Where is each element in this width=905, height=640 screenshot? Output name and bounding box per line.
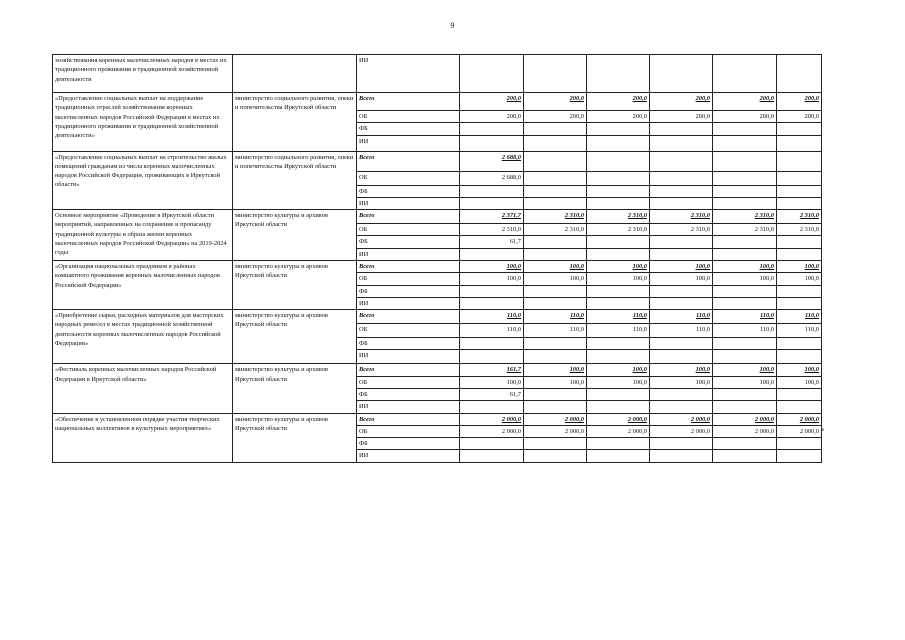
value-cell xyxy=(650,55,713,93)
value-cell xyxy=(587,248,650,260)
value-cell: 110,0 xyxy=(524,310,587,324)
value-cell xyxy=(650,285,713,297)
activity-name: Основное мероприятие «Проведение в Иркутской области мероприятий, направленных на сохранение и пропаганду традиционной культуры и образа жизни коренных малочисленных народов Российской Федерации» на 2019-2024 годы xyxy=(53,210,233,261)
value-cell: 2 310,0 xyxy=(524,224,587,236)
value-cell xyxy=(650,438,713,450)
value-cell xyxy=(524,135,587,151)
value-cell: 110,0 xyxy=(713,324,777,338)
value-cell: 100,0 xyxy=(650,376,713,388)
value-cell: 100,0 xyxy=(713,273,777,285)
value-cell xyxy=(777,388,822,400)
value-cell xyxy=(587,197,650,209)
value-cell xyxy=(650,171,713,185)
value-cell: 110,0 xyxy=(460,310,524,324)
page-number: 9 xyxy=(450,21,455,30)
value-cell: 100,0 xyxy=(524,364,587,376)
value-cell: 2 000,0 xyxy=(587,413,650,425)
activity-name: «Приобретение сырья, расходных материалов для мастерских народных ремесел в местах традиционной хозяйственной деятельности коренных малочисленных народов Российской Федерации» xyxy=(53,310,233,364)
value-cell: 2 000,0 xyxy=(460,425,524,437)
value-cell xyxy=(650,151,713,171)
source-cell: Всего xyxy=(357,93,460,111)
value-cell xyxy=(587,438,650,450)
value-cell: 100,0 xyxy=(713,364,777,376)
value-cell: 2 310,0 xyxy=(713,210,777,224)
source-cell: ОБ xyxy=(357,171,460,185)
source-cell: ФБ xyxy=(357,185,460,197)
value-cell: 200,0 xyxy=(713,111,777,123)
source-cell: Всего xyxy=(357,310,460,324)
value-cell xyxy=(777,450,822,462)
margin-mark: к xyxy=(822,428,825,433)
value-cell xyxy=(777,151,822,171)
value-cell: 200,0 xyxy=(460,111,524,123)
value-cell xyxy=(713,236,777,248)
source-cell: ИИ xyxy=(357,350,460,364)
value-cell xyxy=(587,350,650,364)
budget-table xyxy=(52,54,825,463)
value-cell: 110,0 xyxy=(777,324,822,338)
value-cell xyxy=(713,123,777,135)
value-cell: 2 310,0 xyxy=(777,210,822,224)
value-cell: 100,0 xyxy=(460,260,524,272)
table-row xyxy=(53,210,822,224)
value-cell: 2 000,0 xyxy=(650,413,713,425)
source-cell: ИИ xyxy=(357,450,460,462)
value-cell: 110,0 xyxy=(713,310,777,324)
executor-cell: министерство культуры и архивов Иркутской области xyxy=(233,364,357,413)
value-cell xyxy=(460,135,524,151)
source-cell: ФБ xyxy=(357,285,460,297)
value-cell: 110,0 xyxy=(650,310,713,324)
value-cell xyxy=(460,450,524,462)
value-cell xyxy=(713,438,777,450)
value-cell: 100,0 xyxy=(650,260,713,272)
source-cell: Всего xyxy=(357,151,460,171)
value-cell xyxy=(713,135,777,151)
value-cell xyxy=(713,388,777,400)
value-cell xyxy=(460,248,524,260)
value-cell xyxy=(713,55,777,93)
value-cell: 100,0 xyxy=(587,376,650,388)
value-cell xyxy=(587,151,650,171)
value-cell: 2 310,0 xyxy=(713,224,777,236)
value-cell xyxy=(650,197,713,209)
value-cell xyxy=(460,438,524,450)
value-cell: 110,0 xyxy=(650,324,713,338)
activity-name: «Фестиваль коренных малочисленных народов Российской Федерации в Иркутской области» xyxy=(53,364,233,413)
source-cell: ОБ xyxy=(357,324,460,338)
value-cell xyxy=(587,123,650,135)
table-row xyxy=(53,151,822,171)
value-cell: 2 000,0 xyxy=(587,425,650,437)
source-cell: ФБ xyxy=(357,338,460,350)
value-cell xyxy=(587,55,650,93)
value-cell xyxy=(713,401,777,413)
value-cell: 61,7 xyxy=(460,236,524,248)
executor-cell: министерство культуры и архивов Иркутской области xyxy=(233,210,357,261)
value-cell xyxy=(777,55,822,93)
value-cell: 100,0 xyxy=(777,273,822,285)
value-cell: 61,7 xyxy=(460,388,524,400)
value-cell: 200,0 xyxy=(777,93,822,111)
value-cell xyxy=(777,185,822,197)
value-cell: 200,0 xyxy=(587,111,650,123)
value-cell: 200,0 xyxy=(524,93,587,111)
source-cell: ФБ xyxy=(357,388,460,400)
table-row xyxy=(53,260,822,272)
executor-cell: министерство культуры и архивов Иркутской области xyxy=(233,413,357,462)
value-cell: 200,0 xyxy=(650,111,713,123)
value-cell: 100,0 xyxy=(777,260,822,272)
value-cell: 2 000,0 xyxy=(777,425,822,437)
value-cell xyxy=(460,197,524,209)
value-cell xyxy=(460,285,524,297)
value-cell xyxy=(587,171,650,185)
source-cell: ИИ xyxy=(357,197,460,209)
value-cell xyxy=(777,236,822,248)
table-row xyxy=(53,364,822,376)
value-cell: 110,0 xyxy=(524,324,587,338)
value-cell: 2 310,0 xyxy=(524,210,587,224)
value-cell xyxy=(713,197,777,209)
value-cell xyxy=(650,123,713,135)
value-cell xyxy=(713,171,777,185)
value-cell xyxy=(460,185,524,197)
executor-cell: министерство культуры и архивов Иркутской области xyxy=(233,310,357,364)
table-row xyxy=(53,310,822,324)
value-cell xyxy=(713,450,777,462)
source-cell: ФБ xyxy=(357,438,460,450)
value-cell xyxy=(524,248,587,260)
executor-cell: министерство социального развития, опеки и попечительства Иркутской области xyxy=(233,93,357,152)
value-cell xyxy=(524,123,587,135)
value-cell xyxy=(650,248,713,260)
value-cell xyxy=(524,450,587,462)
source-cell: ИИ xyxy=(357,55,460,93)
value-cell xyxy=(524,151,587,171)
value-cell xyxy=(713,350,777,364)
value-cell xyxy=(460,123,524,135)
value-cell: 100,0 xyxy=(524,376,587,388)
value-cell xyxy=(587,236,650,248)
value-cell xyxy=(524,401,587,413)
value-cell: 2 310,0 xyxy=(650,224,713,236)
value-cell xyxy=(460,338,524,350)
executor-cell: министерство культуры и архивов Иркутской области xyxy=(233,260,357,309)
value-cell xyxy=(524,185,587,197)
value-cell xyxy=(777,297,822,309)
value-cell xyxy=(524,350,587,364)
source-cell: ОБ xyxy=(357,111,460,123)
value-cell xyxy=(777,338,822,350)
source-cell: Всего xyxy=(357,364,460,376)
value-cell: 100,0 xyxy=(713,376,777,388)
value-cell: 100,0 xyxy=(650,364,713,376)
activity-name: хозяйствования коренных малочисленных народов в местах их традиционного проживания и традиционной хозяйственной деятельности xyxy=(53,55,233,93)
source-cell: ОБ xyxy=(357,376,460,388)
value-cell xyxy=(524,171,587,185)
value-cell xyxy=(777,350,822,364)
value-cell xyxy=(460,297,524,309)
value-cell: 2 000,0 xyxy=(524,413,587,425)
value-cell: 100,0 xyxy=(524,260,587,272)
value-cell xyxy=(777,285,822,297)
value-cell xyxy=(650,401,713,413)
executor-cell xyxy=(233,55,357,93)
value-cell: 2 000,0 xyxy=(713,425,777,437)
value-cell xyxy=(650,388,713,400)
table-row xyxy=(53,93,822,111)
value-cell xyxy=(587,338,650,350)
source-cell: ИИ xyxy=(357,135,460,151)
value-cell: 100,0 xyxy=(587,260,650,272)
source-cell: ОБ xyxy=(357,425,460,437)
activity-name: «Предоставление социальных выплат на поддержание традиционных отраслей хозяйствования коренных малочисленных народов Российской Федерации в местах их традиционного проживания и традиционной хозяйственной деятельности» xyxy=(53,93,233,152)
value-cell: 2 000,0 xyxy=(524,425,587,437)
value-cell xyxy=(524,438,587,450)
source-cell: ОБ xyxy=(357,273,460,285)
table-row xyxy=(53,413,822,425)
value-cell: 2 310,0 xyxy=(777,224,822,236)
activity-name: «Предоставление социальных выплат на строительство жилых помещений гражданам из числа коренных малочисленных народов Российской Федерации, проживающих в Иркутской области» xyxy=(53,151,233,210)
value-cell xyxy=(460,350,524,364)
value-cell: 2 310,0 xyxy=(587,224,650,236)
value-cell xyxy=(713,285,777,297)
value-cell xyxy=(777,248,822,260)
value-cell: 110,0 xyxy=(460,324,524,338)
value-cell xyxy=(460,401,524,413)
value-cell: 200,0 xyxy=(650,93,713,111)
value-cell xyxy=(587,297,650,309)
value-cell: 100,0 xyxy=(460,376,524,388)
value-cell xyxy=(777,401,822,413)
activity-name: «Организация национальных праздников в районах компактного проживания коренных малочисленных народов Российской Федерации» xyxy=(53,260,233,309)
source-cell: ИИ xyxy=(357,297,460,309)
value-cell: 200,0 xyxy=(777,111,822,123)
executor-cell: министерство социального развития, опеки и попечительства Иркутской области xyxy=(233,151,357,210)
source-cell: ФБ xyxy=(357,123,460,135)
value-cell xyxy=(777,123,822,135)
value-cell: 2 000,0 xyxy=(460,413,524,425)
value-cell xyxy=(587,185,650,197)
value-cell: 100,0 xyxy=(650,273,713,285)
value-cell: 200,0 xyxy=(460,93,524,111)
source-cell: ФБ xyxy=(357,236,460,248)
value-cell: 100,0 xyxy=(460,273,524,285)
value-cell xyxy=(650,450,713,462)
value-cell xyxy=(713,248,777,260)
value-cell: 2 688,0 xyxy=(460,151,524,171)
value-cell: 100,0 xyxy=(777,376,822,388)
value-cell xyxy=(777,135,822,151)
value-cell: 161,7 xyxy=(460,364,524,376)
value-cell xyxy=(713,338,777,350)
value-cell xyxy=(524,236,587,248)
value-cell: 100,0 xyxy=(587,273,650,285)
value-cell xyxy=(650,236,713,248)
value-cell xyxy=(460,55,524,93)
value-cell xyxy=(524,388,587,400)
value-cell: 2 310,0 xyxy=(650,210,713,224)
value-cell: 2 000,0 xyxy=(713,413,777,425)
value-cell: 2 310,0 xyxy=(587,210,650,224)
value-cell xyxy=(777,197,822,209)
value-cell xyxy=(713,151,777,171)
value-cell xyxy=(587,388,650,400)
value-cell: 100,0 xyxy=(713,260,777,272)
value-cell: 110,0 xyxy=(587,310,650,324)
source-cell: ИИ xyxy=(357,401,460,413)
source-cell: Всего xyxy=(357,413,460,425)
activity-name: «Обеспечение в установленном порядке участия творческих национальных коллективов в культурных мероприятиях» xyxy=(53,413,233,462)
source-cell: ОБ xyxy=(357,224,460,236)
value-cell xyxy=(713,185,777,197)
value-cell: 2 310,0 xyxy=(460,224,524,236)
value-cell xyxy=(524,197,587,209)
value-cell xyxy=(650,350,713,364)
value-cell: 200,0 xyxy=(713,93,777,111)
value-cell xyxy=(524,297,587,309)
value-cell xyxy=(524,55,587,93)
value-cell xyxy=(713,297,777,309)
value-cell: 2 688,0 xyxy=(460,171,524,185)
value-cell xyxy=(777,171,822,185)
value-cell xyxy=(587,450,650,462)
source-cell: Всего xyxy=(357,260,460,272)
value-cell: 100,0 xyxy=(524,273,587,285)
value-cell xyxy=(587,401,650,413)
value-cell xyxy=(650,338,713,350)
value-cell xyxy=(587,135,650,151)
source-cell: Всего xyxy=(357,210,460,224)
value-cell xyxy=(587,285,650,297)
value-cell: 2 000,0 xyxy=(650,425,713,437)
value-cell: 200,0 xyxy=(587,93,650,111)
value-cell: 2 000,0 xyxy=(777,413,822,425)
source-cell: ИИ xyxy=(357,248,460,260)
value-cell: 200,0 xyxy=(524,111,587,123)
value-cell: 110,0 xyxy=(587,324,650,338)
value-cell xyxy=(777,438,822,450)
value-cell xyxy=(650,135,713,151)
value-cell xyxy=(650,185,713,197)
value-cell xyxy=(524,285,587,297)
value-cell xyxy=(650,297,713,309)
value-cell xyxy=(524,338,587,350)
value-cell: 2 371,7 xyxy=(460,210,524,224)
value-cell: 110,0 xyxy=(777,310,822,324)
value-cell: 100,0 xyxy=(777,364,822,376)
value-cell: 100,0 xyxy=(587,364,650,376)
table-row-continuation xyxy=(53,55,822,93)
